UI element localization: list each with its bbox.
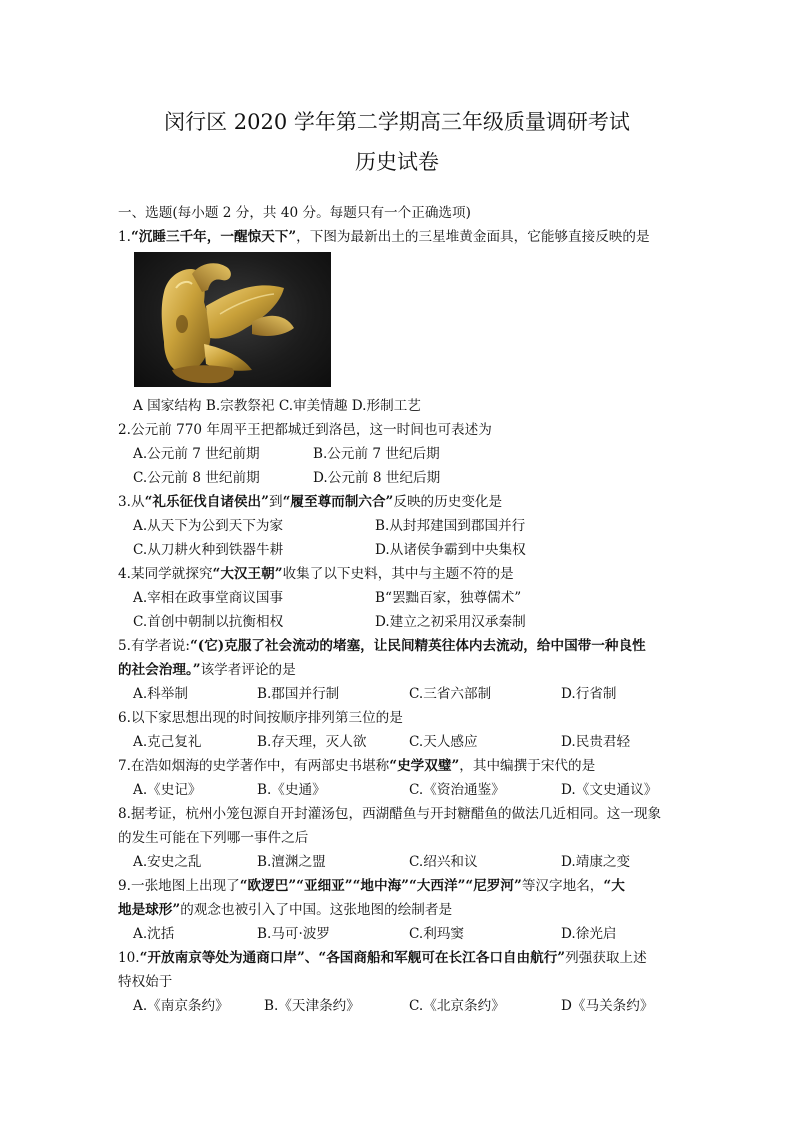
option-a: A.科举制 xyxy=(133,686,188,702)
option-c: C.天人感应 xyxy=(409,734,478,750)
stem-text: 从 xyxy=(130,494,145,510)
option-d: D.靖康之变 xyxy=(561,854,631,870)
stem-text: 某同学就探究 xyxy=(130,566,213,582)
gold-mask-illustration xyxy=(134,252,331,387)
option-b: B.从封邦建国到郡国并行 xyxy=(375,518,526,534)
option-a: A.从天下为公到天下为家 xyxy=(133,518,284,534)
question-number: 4. xyxy=(118,566,131,582)
exam-subtitle: 历史试卷 xyxy=(355,150,439,174)
option-a: A.《史记》 xyxy=(133,782,202,798)
option-a: A.《南京条约》 xyxy=(133,998,229,1014)
question-8-stem-cont xyxy=(118,829,308,847)
question-6-stem xyxy=(118,709,403,727)
stem-text: 反映的历史变化是 xyxy=(393,494,503,510)
stem-text: ，下图为最新出土的三星堆黄金面具，它能够直接反映的是 xyxy=(296,229,650,245)
stem-text: ，其中编撰于宋代的是 xyxy=(459,758,596,774)
stem-text: 特权始于 xyxy=(118,974,173,990)
option-b: B.《天津条约》 xyxy=(264,998,360,1014)
question-number: 10. xyxy=(118,950,140,966)
option-c: C.利玛窦 xyxy=(409,926,465,942)
option-d: D.建立之初采用汉承秦制 xyxy=(375,614,526,630)
option-a: A.克己复礼 xyxy=(133,734,202,750)
option-d: D.公元前 8 世纪后期 xyxy=(313,470,441,486)
stem-text: 以下家思想出现的时间按顺序排列第三位的是 xyxy=(130,710,403,726)
gold-mask-photo-icon xyxy=(134,252,331,387)
option-c: C.公元前 8 世纪前期 xyxy=(133,470,260,486)
question-5-stem xyxy=(118,637,646,655)
question-number: 7. xyxy=(118,758,131,774)
option-d: D.民贵君轻 xyxy=(561,734,631,750)
option-d: D.徐光启 xyxy=(561,926,617,942)
quote-text: “履至尊而制六合” xyxy=(282,494,394,510)
option-c: C.首创中朝制以抗衡相权 xyxy=(133,614,284,630)
stem-text: 该学者评论的是 xyxy=(200,662,296,678)
stem-text: 据考证，杭州小笼包源自开封灌汤包，西湖醋鱼与开封糖醋鱼的做法几近相同。这一现象 xyxy=(130,806,662,822)
question-4-stem xyxy=(118,565,514,583)
question-number: 5. xyxy=(118,638,131,654)
section-heading: 一、选题(每小题 2 分，共 40 分。每题只有一个正确选项) xyxy=(118,205,471,221)
option-b: B“罢黜百家，独尊儒术” xyxy=(375,590,522,606)
option-c: C.绍兴和议 xyxy=(409,854,478,870)
quote-text: “(它)克服了社会流动的堵塞，让民间精英往体内去流动，给中国带一种良性 xyxy=(189,638,646,654)
option-c: C.从刀耕火种到铁器牛耕 xyxy=(133,542,284,558)
option-a: A.公元前 7 世纪前期 xyxy=(133,446,260,462)
stem-text: 列强获取上述 xyxy=(565,950,647,966)
exam-title: 闵行区 2020 学年第二学期高三年级质量调研考试 xyxy=(164,110,630,134)
option-a: A.宰相在政事堂商议国事 xyxy=(133,590,284,606)
stem-text: 到 xyxy=(268,494,283,510)
quote-text: “沉睡三千年，一醒惊天下” xyxy=(130,229,297,245)
quote-text: 地是球形” xyxy=(118,902,181,918)
option-b: B.澶渊之盟 xyxy=(257,854,326,870)
question-number: 9. xyxy=(118,878,131,894)
option-c: C.《北京条约》 xyxy=(409,998,505,1014)
quote-text: “大 xyxy=(603,878,625,894)
stem-text: 一张地图上出现了 xyxy=(130,878,240,894)
option-b: B.公元前 7 世纪后期 xyxy=(313,446,440,462)
question-7-stem xyxy=(118,757,595,775)
stem-text: 在浩如烟海的史学著作中，有两部史书堪称 xyxy=(130,758,390,774)
stem-text: 公元前 770 年周平王把都城迁到洛邑，这一时间也可表述为 xyxy=(130,422,492,438)
quote-text: “开放南京等处为通商口岸”、“各国商船和军舰可在长江各口自由航行” xyxy=(139,950,566,966)
quote-text: “礼乐征伐自诸侯出” xyxy=(144,494,269,510)
question-9-stem xyxy=(118,877,625,895)
quote-text: “史学双璧” xyxy=(389,758,460,774)
option-a: A.安史之乱 xyxy=(133,854,202,870)
stem-text: 的观念也被引入了中国。这张地图的绘制者是 xyxy=(180,902,453,918)
question-number: 2. xyxy=(118,422,131,438)
quote-text: 的社会治理。” xyxy=(118,662,201,678)
quote-text: “欧逻巴”“亚细亚”“地中海”“大西洋”“尼罗河” xyxy=(239,878,522,894)
question-9-stem-cont xyxy=(118,901,452,919)
option-c: C.三省六部制 xyxy=(409,686,492,702)
question-number: 8. xyxy=(118,806,131,822)
question-1-stem xyxy=(118,228,650,246)
question-2-stem xyxy=(118,421,492,439)
option-d: D.《文史通议》 xyxy=(561,782,658,798)
option-c: C.《资治通鉴》 xyxy=(409,782,505,798)
question-5-stem-cont xyxy=(118,661,296,679)
question-1-options: A 国家结构 B.宗教祭祀 C.审美情趣 D.形制工艺 xyxy=(133,398,421,414)
option-d: D.行省制 xyxy=(561,686,617,702)
option-b: B.郡国并行制 xyxy=(257,686,340,702)
stem-text: 等汉字地名， xyxy=(521,878,604,894)
question-number: 6. xyxy=(118,710,131,726)
option-b: B.《史通》 xyxy=(257,782,326,798)
option-b: B.存天理，灭人欲 xyxy=(257,734,367,750)
stem-text: 收集了以下史料，其中与主题不符的是 xyxy=(282,566,514,582)
question-8-stem xyxy=(118,805,661,823)
option-d: D《马关条约》 xyxy=(561,998,654,1014)
option-d: D.从诸侯争霸到中央集权 xyxy=(375,542,526,558)
question-number: 1. xyxy=(118,229,131,245)
question-number: 3. xyxy=(118,494,131,510)
option-b: B.马可·波罗 xyxy=(257,926,331,942)
question-10-stem-cont xyxy=(118,973,172,991)
stem-text: 的发生可能在下列哪一事件之后 xyxy=(118,830,309,846)
stem-text: 有学者说: xyxy=(130,638,190,654)
option-a: A.沈括 xyxy=(133,926,175,942)
question-3-stem xyxy=(118,493,502,511)
question-10-stem xyxy=(118,949,647,967)
quote-text: “大汉王朝” xyxy=(212,566,283,582)
